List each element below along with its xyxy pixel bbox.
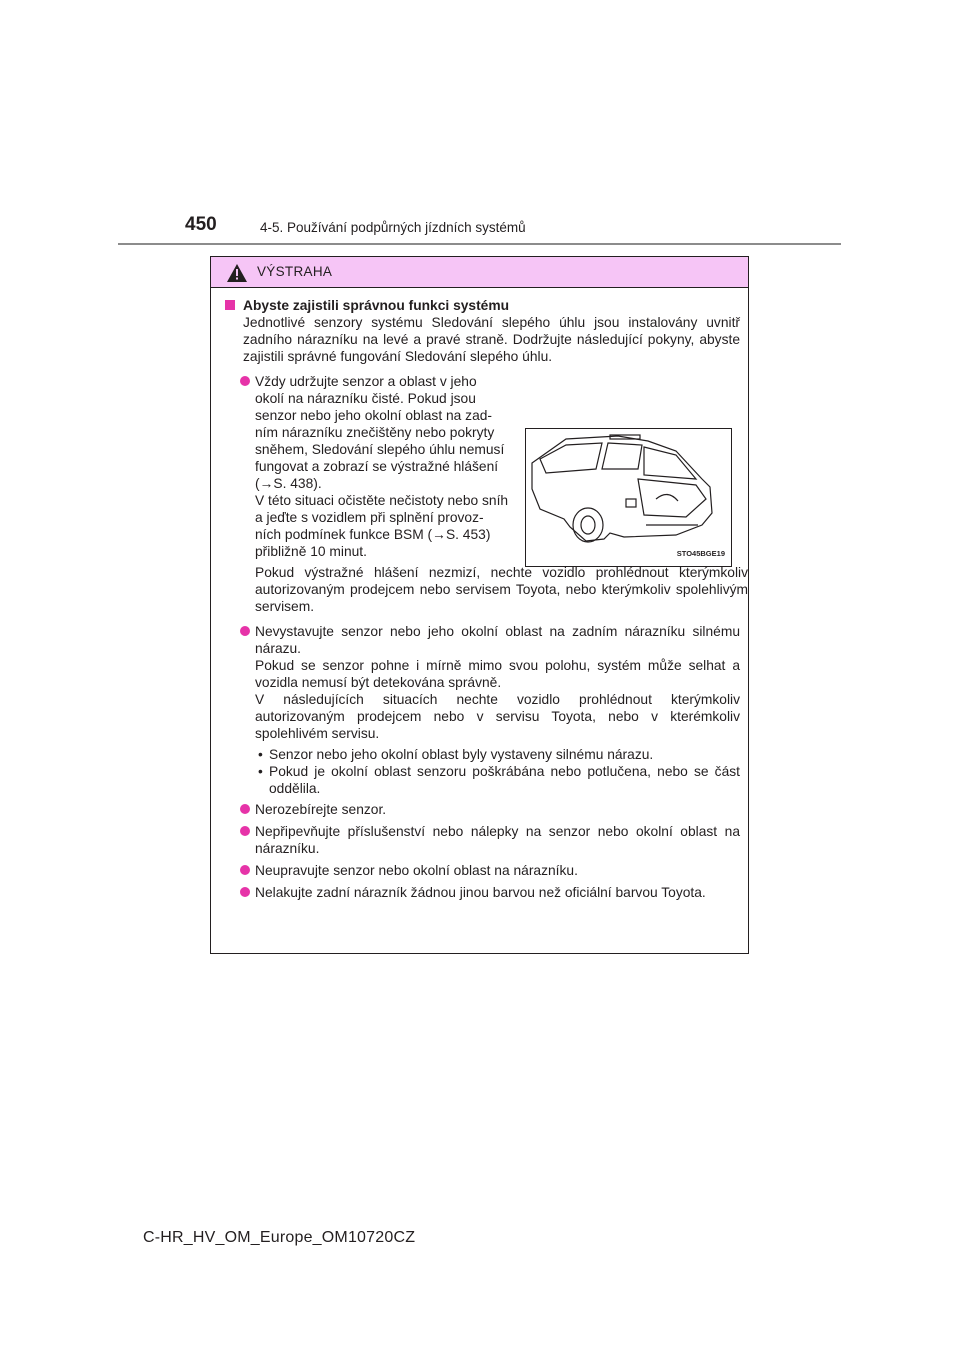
chapter-title: 4-5. Používání podpůrných jízdních systémů bbox=[260, 220, 526, 235]
bullet-no-modify: Neupravujte senzor nebo okolní oblast na nárazníku. bbox=[225, 862, 748, 879]
bullet-dot-icon bbox=[240, 887, 250, 897]
warning-title: VÝSTRAHA bbox=[257, 264, 333, 279]
bullet-dot-icon bbox=[240, 626, 250, 636]
figure-label: STO45BGE19 bbox=[676, 549, 725, 558]
bullet-no-stickers: Nepřipevňujte příslušenství nebo nálepky na senzor nebo okolní oblast na nárazníku. bbox=[225, 823, 748, 857]
car-rear-illustration bbox=[525, 428, 732, 567]
sub-item: • Senzor nebo jeho okolní oblast byly vystaveny silnému nárazu. bbox=[258, 747, 654, 762]
bullet-dot-icon bbox=[240, 826, 250, 836]
section-title: Abyste zajistili správnou funkci systému bbox=[225, 297, 748, 314]
warning-content bbox=[211, 297, 748, 901]
page-number: 450 bbox=[185, 214, 217, 235]
bullet-dot-icon bbox=[240, 865, 250, 875]
header-rule bbox=[118, 243, 841, 245]
bullet-dot-icon bbox=[240, 376, 250, 386]
bullet-keep-clean: Vždy udržujte senzor a oblast v jeho okolí na nárazníku čisté. Pokud jsou senzor nebo jeho okolní oblast na zad- ním nárazníku znečištěny nebo pokryty sněhem, Sledování slepého úhlu nemusí fungovat a zobrazí se výstražné hlášení (→S. 438). V této situaci očistěte nečistoty nebo sníh a jeďte s vozidlem při splnění provoz- ních podmínek funkce BSM (→S. 453) přibližně 10 minut. Pokud výstražné hlášení nezmizí, nechte vozidlo prohlédnout kterýmkoliv autorizovaným prodejcem nebo servisem Toyota, nebo kterýmkoliv spolehlivým servisem. bbox=[225, 373, 748, 615]
bullet-no-impact: Nevystavujte senzor nebo jeho okolní oblast na zadním nárazníku silnému nárazu. Pokud se senzor pohne i mírně mimo svou polohu, systém může selhat a vozidla nemusí být detekována správně. V následujících situacích nechte vozidlo prohlédnout kterýmkoliv autorizovaným prodejcem nebo v servisu Toyota, nebo v kterémkoliv spolehlivém servisu. bbox=[225, 623, 748, 746]
warning-box bbox=[210, 256, 749, 954]
document-id: C-HR_HV_OM_Europe_OM10720CZ bbox=[143, 1229, 416, 1246]
sub-item: • Pokud je okolní oblast senzoru poškrábána nebo potlučena, nebo se část oddělila. bbox=[258, 764, 740, 796]
bullet-dot-icon bbox=[240, 804, 250, 814]
bullet-no-paint: Nelakujte zadní nárazník žádnou jinou barvou než oficiální barvou Toyota. bbox=[225, 884, 748, 901]
warning-header bbox=[211, 257, 748, 288]
intro-paragraph: Jednotlivé senzory systému Sledování slepého úhlu jsou instalovány uvnitř zadního nárazníku na levé a pravé straně. Dodržujte následující pokyny, abyste zajistili správné fungování Sledování slepého úhlu. bbox=[243, 315, 740, 364]
bullet-keep-clean-continued: Pokud výstražné hlášení nezmizí, nechte vozidlo prohlédnout kterýmkoliv autorizovaným prodejcem nebo servisem Toyota, nebo kterýmkoliv spolehlivým servisem. bbox=[255, 565, 748, 614]
section bbox=[211, 297, 748, 901]
square-bullet-icon bbox=[225, 300, 235, 310]
warning-triangle-icon bbox=[227, 264, 247, 282]
bullet-no-disassemble: Nerozebírejte senzor. bbox=[225, 801, 748, 818]
